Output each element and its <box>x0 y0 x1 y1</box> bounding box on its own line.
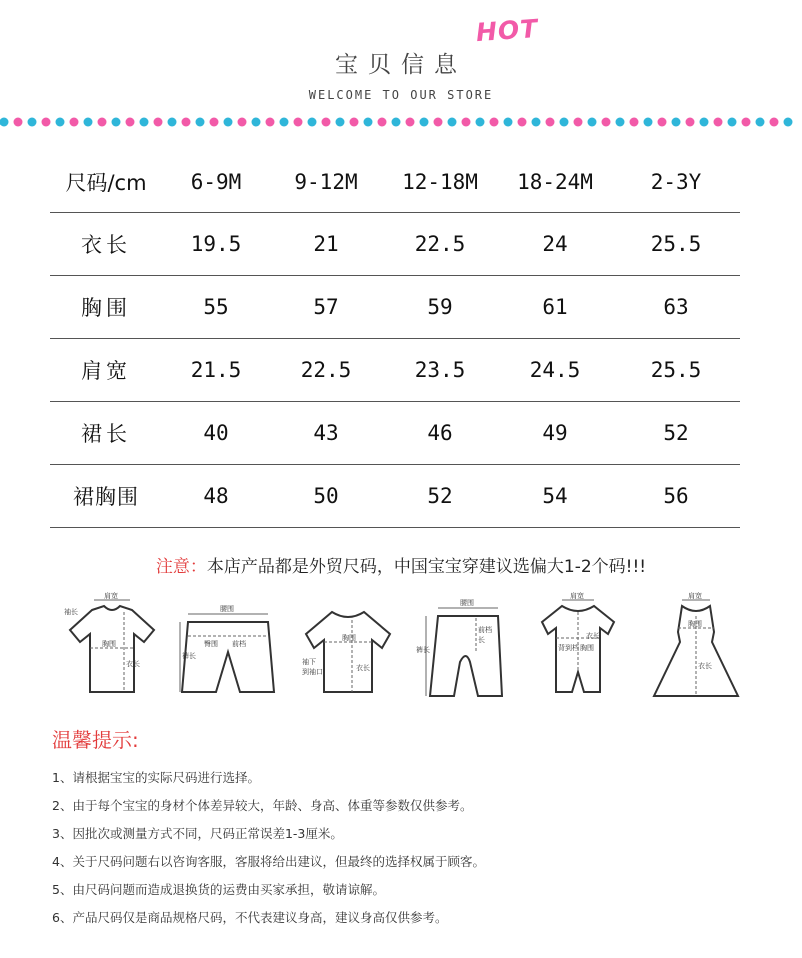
divider-dot <box>224 118 233 127</box>
table-cell: 52 <box>612 402 740 465</box>
divider-dot <box>280 118 289 127</box>
divider-dot <box>518 118 527 127</box>
header-cell: 6-9M <box>162 152 270 213</box>
table-cell: 24 <box>498 213 612 276</box>
fig-label: 胸围 <box>342 634 356 642</box>
table-cell: 46 <box>382 402 498 465</box>
divider-dot <box>462 118 471 127</box>
table-row <box>50 465 740 528</box>
table-cell: 22.5 <box>382 213 498 276</box>
table-header-row <box>50 152 740 213</box>
dotted-divider <box>0 116 802 128</box>
divider-dot <box>196 118 205 127</box>
row-label: 胸围 <box>50 276 162 339</box>
row-label: 肩宽 <box>50 339 162 402</box>
pants-measure-icon <box>416 592 516 704</box>
divider-dot <box>112 118 121 127</box>
table-cell: 48 <box>162 465 270 528</box>
table-row <box>50 213 740 276</box>
divider-dot <box>756 118 765 127</box>
page-subtitle: WELCOME TO OUR STORE <box>308 88 494 102</box>
fig-label: 衣长 <box>356 664 370 672</box>
fig-label: 裤长 <box>416 646 430 654</box>
table-cell: 22.5 <box>270 339 382 402</box>
divider-dot <box>308 118 317 127</box>
divider-dot <box>350 118 359 127</box>
fig-label: 衣长 <box>586 632 600 640</box>
table-cell: 52 <box>382 465 498 528</box>
fig-label: 背到档 <box>558 644 579 652</box>
divider-dot <box>70 118 79 127</box>
divider-dot <box>560 118 569 127</box>
row-label: 衣长 <box>50 213 162 276</box>
table-row <box>50 276 740 339</box>
divider-dot <box>504 118 513 127</box>
table-cell: 21.5 <box>162 339 270 402</box>
table-cell: 24.5 <box>498 339 612 402</box>
divider-dot <box>644 118 653 127</box>
header-cell: 尺码/cm <box>50 152 162 213</box>
divider-dot <box>728 118 737 127</box>
table-cell: 54 <box>498 465 612 528</box>
fig-label: 裤长 <box>182 652 196 660</box>
fig-label: 衣长 <box>126 660 140 668</box>
table-row <box>50 339 740 402</box>
table-cell: 57 <box>270 276 382 339</box>
divider-dot <box>98 118 107 127</box>
table-cell: 61 <box>498 276 612 339</box>
table-cell: 49 <box>498 402 612 465</box>
fig-label: 臀围 <box>204 640 218 648</box>
list-item: 1、请根据宝宝的实际尺码进行选择。 <box>52 770 260 785</box>
divider-dot <box>784 118 793 127</box>
divider-dot <box>434 118 443 127</box>
divider-dot <box>182 118 191 127</box>
fig-label: 肩宽 <box>570 592 584 600</box>
list-item: 2、由于每个宝宝的身材个体差异较大，年龄、身高、体重等参数仅供参考。 <box>52 798 473 813</box>
fig-label: 衣长 <box>698 662 712 670</box>
divider-dot <box>0 118 9 127</box>
notice-text: 本店产品都是外贸尺码，中国宝宝穿建议选偏大1-2个码!!! <box>206 557 647 577</box>
divider-dot <box>546 118 555 127</box>
header-cell: 9-12M <box>270 152 382 213</box>
table-cell: 40 <box>162 402 270 465</box>
divider-dot <box>406 118 415 127</box>
fig-label: 前档 <box>232 640 246 648</box>
fig-label: 腰围 <box>220 605 234 613</box>
divider-dot <box>574 118 583 127</box>
fig-label: 肩宽 <box>688 592 702 600</box>
dress-measure-icon <box>646 592 746 704</box>
divider-dot <box>672 118 681 127</box>
divider-dot <box>588 118 597 127</box>
fig-label: 胸围 <box>102 640 116 648</box>
divider-dot <box>532 118 541 127</box>
divider-dot <box>378 118 387 127</box>
divider-dot <box>266 118 275 127</box>
table-cell: 43 <box>270 402 382 465</box>
divider-dot <box>56 118 65 127</box>
table-cell: 21 <box>270 213 382 276</box>
table-cell: 63 <box>612 276 740 339</box>
size-chart-table <box>50 152 740 528</box>
hot-badge: HOT <box>475 13 540 48</box>
header-cell: 2-3Y <box>612 152 740 213</box>
divider-dot <box>168 118 177 127</box>
divider-dot <box>140 118 149 127</box>
divider-dot <box>154 118 163 127</box>
notice-prefix: 注意： <box>155 557 207 577</box>
row-label: 裙长 <box>50 402 162 465</box>
divider-dot <box>686 118 695 127</box>
tips-list <box>52 768 485 936</box>
divider-dot <box>28 118 37 127</box>
raglan-shirt-measure-icon <box>298 592 398 704</box>
divider-dot <box>42 118 51 127</box>
divider-dot <box>770 118 779 127</box>
table-row <box>50 402 740 465</box>
list-item: 5、由尺码问题而造成退换货的运费由买家承担，敬请谅解。 <box>52 882 385 897</box>
romper-measure-icon <box>528 592 628 704</box>
table-cell: 55 <box>162 276 270 339</box>
table-cell: 59 <box>382 276 498 339</box>
shorts-measure-icon <box>178 592 278 704</box>
divider-dot <box>84 118 93 127</box>
divider-dot <box>364 118 373 127</box>
divider-dot <box>126 118 135 127</box>
table-cell: 25.5 <box>612 339 740 402</box>
divider-dot <box>490 118 499 127</box>
divider-dot <box>476 118 485 127</box>
divider-dot <box>742 118 751 127</box>
fig-label: 袖下 <box>302 658 316 666</box>
divider-dot <box>238 118 247 127</box>
fig-label: 袖长 <box>64 608 78 616</box>
divider-dot <box>252 118 261 127</box>
divider-dot <box>322 118 331 127</box>
header-cell: 12-18M <box>382 152 498 213</box>
size-notice <box>0 552 802 577</box>
divider-dot <box>616 118 625 127</box>
divider-dot <box>714 118 723 127</box>
table-cell: 50 <box>270 465 382 528</box>
table-cell: 19.5 <box>162 213 270 276</box>
fig-label: 胸围 <box>688 620 702 628</box>
table-cell: 56 <box>612 465 740 528</box>
divider-dot <box>336 118 345 127</box>
divider-dot <box>630 118 639 127</box>
measurement-figures <box>50 592 750 704</box>
table-cell: 25.5 <box>612 213 740 276</box>
divider-dot <box>420 118 429 127</box>
table-cell: 23.5 <box>382 339 498 402</box>
divider-dot <box>210 118 219 127</box>
page-title: 宝贝信息 <box>335 52 467 78</box>
list-item: 3、因批次或测量方式不同，尺码正常误差1-3厘米。 <box>52 826 343 841</box>
divider-dot <box>392 118 401 127</box>
fig-label: 长 <box>478 636 485 644</box>
fig-label: 胸围 <box>580 644 594 652</box>
fig-label: 肩宽 <box>104 592 118 600</box>
divider-dot <box>294 118 303 127</box>
divider-dot <box>700 118 709 127</box>
divider-dot <box>658 118 667 127</box>
row-label: 裙胸围 <box>50 465 162 528</box>
divider-dot <box>448 118 457 127</box>
header-cell: 18-24M <box>498 152 612 213</box>
divider-dot <box>602 118 611 127</box>
list-item: 6、产品尺码仅是商品规格尺码，不代表建议身高，建议身高仅供参考。 <box>52 910 448 925</box>
tshirt-measure-icon <box>62 592 162 704</box>
fig-label: 到袖口 <box>302 668 323 676</box>
fig-label: 腰围 <box>460 599 474 607</box>
list-item: 4、关于尺码问题右以咨询客服，客服将给出建议，但最终的选择权属于顾客。 <box>52 854 485 869</box>
divider-dot <box>14 118 23 127</box>
tips-title: 温馨提示: <box>52 728 139 752</box>
fig-label: 前档 <box>478 626 492 634</box>
